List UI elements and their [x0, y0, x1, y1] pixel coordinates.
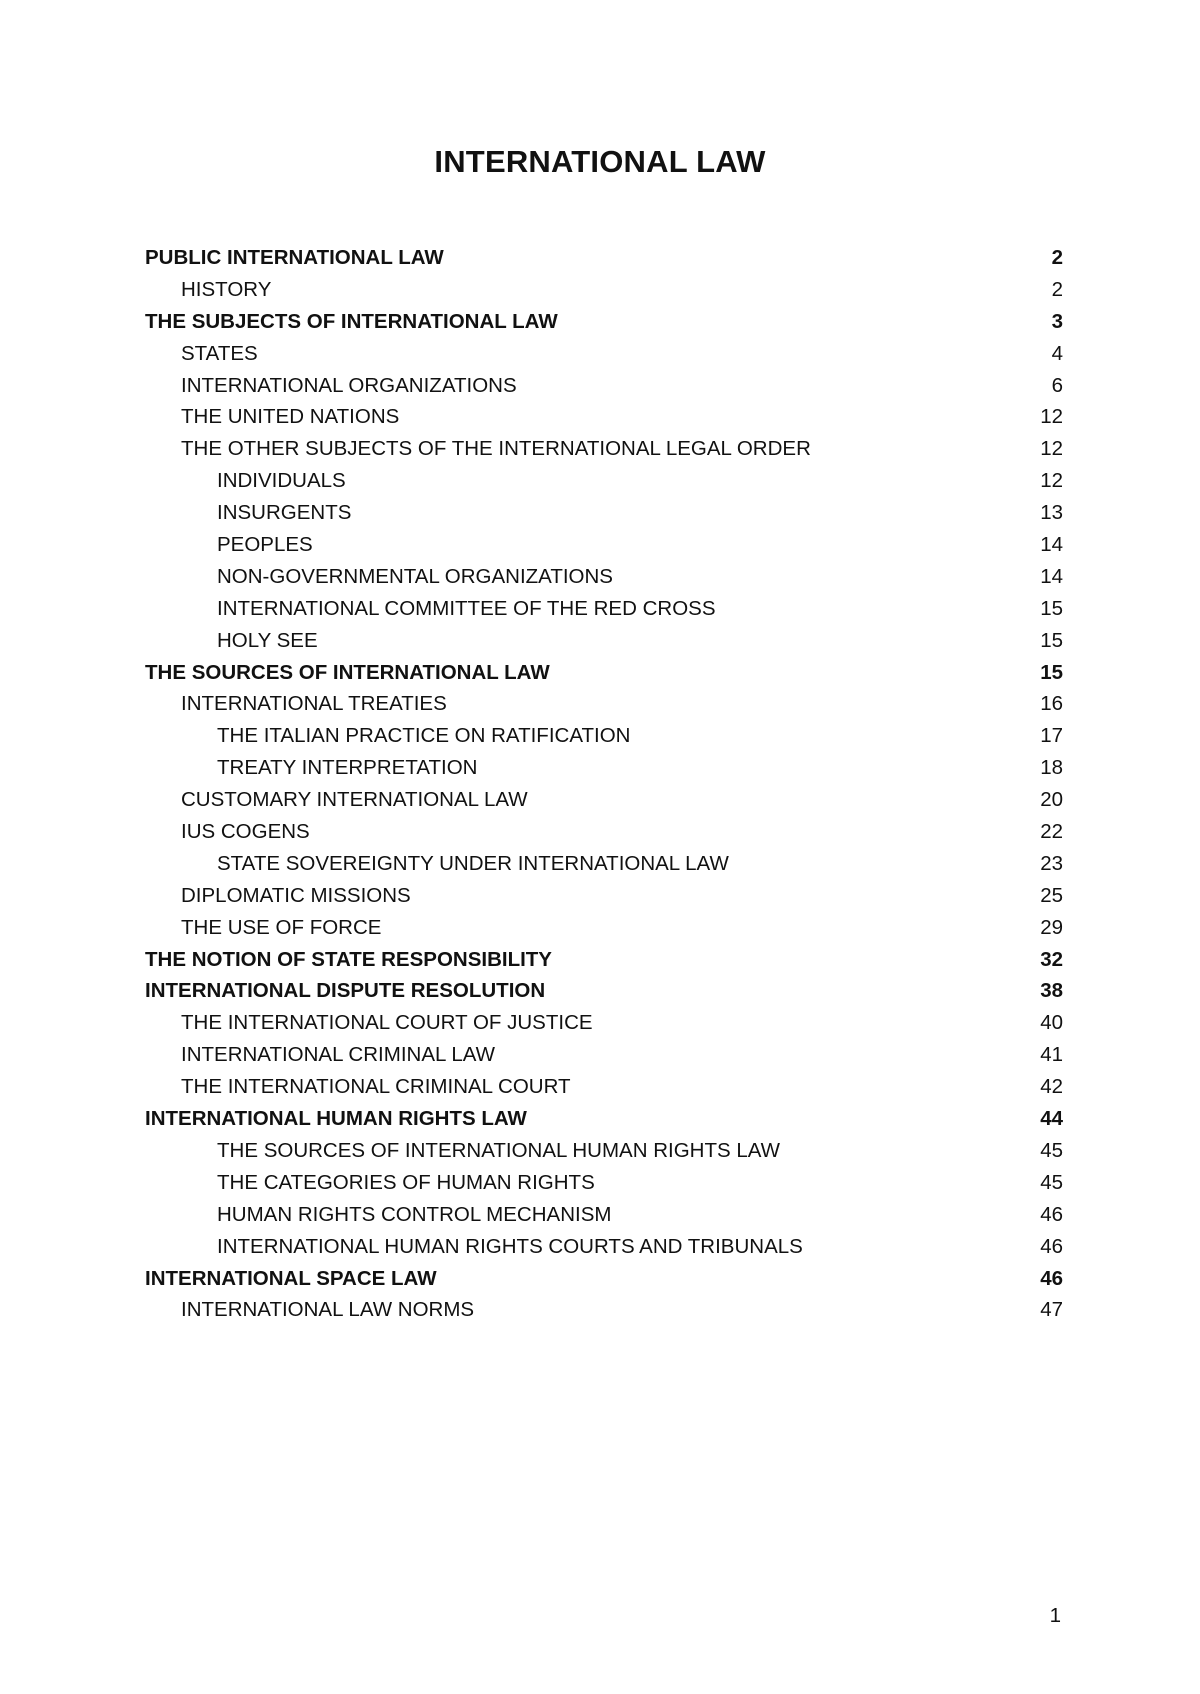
toc-entry[interactable]: [145, 1103, 1063, 1135]
toc-entry[interactable]: [145, 306, 1063, 338]
toc-entry-label: INSURGENTS: [217, 501, 352, 525]
toc-entry-page-number: 45: [1040, 1138, 1063, 1162]
toc-entry[interactable]: [145, 975, 1063, 1007]
toc-entry-page-number: 14: [1040, 533, 1063, 557]
toc-entry[interactable]: [145, 1135, 1063, 1167]
toc-entry-label: THE INTERNATIONAL COURT OF JUSTICE: [181, 1011, 593, 1035]
toc-entry[interactable]: [145, 912, 1063, 944]
toc-entry-label: THE CATEGORIES OF HUMAN RIGHTS: [217, 1170, 595, 1194]
toc-entry-label: INTERNATIONAL COMMITTEE OF THE RED CROSS: [217, 596, 716, 620]
toc-entry[interactable]: [145, 1199, 1063, 1231]
toc-entry-label: INTERNATIONAL SPACE LAW: [145, 1266, 437, 1290]
toc-entry-label: STATES: [181, 341, 258, 365]
toc-entry-label: INTERNATIONAL TREATIES: [181, 692, 447, 716]
toc-entry-label: HOLY SEE: [217, 628, 318, 652]
toc-entry[interactable]: [145, 401, 1063, 433]
toc-entry-page-number: 15: [1040, 596, 1063, 620]
toc-entry-label: CUSTOMARY INTERNATIONAL LAW: [181, 788, 528, 812]
toc-entry-label: INDIVIDUALS: [217, 469, 346, 493]
toc-entry[interactable]: [145, 657, 1063, 689]
toc-entry-page-number: 46: [1040, 1202, 1063, 1226]
toc-entry[interactable]: [145, 242, 1063, 274]
toc-entry[interactable]: [145, 1231, 1063, 1263]
toc-entry[interactable]: [145, 370, 1063, 402]
toc-entry-page-number: 40: [1040, 1011, 1063, 1035]
toc-entry[interactable]: [145, 1263, 1063, 1295]
toc-entry[interactable]: [145, 1039, 1063, 1071]
toc-entry[interactable]: [145, 529, 1063, 561]
toc-entry[interactable]: [145, 1071, 1063, 1103]
toc-entry-label: INTERNATIONAL HUMAN RIGHTS COURTS AND TRIBUNALS: [217, 1234, 803, 1258]
toc-entry-label: HUMAN RIGHTS CONTROL MECHANISM: [217, 1202, 612, 1226]
toc-entry-page-number: 12: [1040, 405, 1063, 429]
document-title: INTERNATIONAL LAW: [434, 144, 766, 179]
toc-entry-page-number: 32: [1040, 947, 1063, 971]
toc-entry-label: THE NOTION OF STATE RESPONSIBILITY: [145, 947, 552, 971]
toc-entry-page-number: 44: [1040, 1107, 1063, 1131]
toc-entry-label: TREATY INTERPRETATION: [217, 756, 478, 780]
toc-entry[interactable]: [145, 816, 1063, 848]
toc-entry-label: THE ITALIAN PRACTICE ON RATIFICATION: [217, 724, 631, 748]
toc-entry-page-number: 6: [1051, 373, 1063, 397]
toc-entry-page-number: 2: [1051, 277, 1063, 301]
toc-entry-page-number: 15: [1040, 660, 1063, 684]
toc-entry[interactable]: [145, 625, 1063, 657]
toc-entry-page-number: 4: [1051, 341, 1063, 365]
toc-entry-page-number: 12: [1040, 469, 1063, 493]
toc-entry-page-number: 46: [1040, 1234, 1063, 1258]
toc-entry-page-number: 14: [1040, 564, 1063, 588]
toc-entry[interactable]: [145, 752, 1063, 784]
toc-entry-label: THE SOURCES OF INTERNATIONAL LAW: [145, 660, 550, 684]
toc-entry-page-number: 25: [1040, 883, 1063, 907]
toc-entry-page-number: 42: [1040, 1075, 1063, 1099]
toc-entry-page-number: 13: [1040, 501, 1063, 525]
toc-entry-label: INTERNATIONAL HUMAN RIGHTS LAW: [145, 1107, 527, 1131]
toc-entry-page-number: 45: [1040, 1170, 1063, 1194]
toc-entry-label: THE OTHER SUBJECTS OF THE INTERNATIONAL LEGAL ORDER: [181, 437, 811, 461]
toc-entry-page-number: 12: [1040, 437, 1063, 461]
toc-entry-label: THE INTERNATIONAL CRIMINAL COURT: [181, 1075, 571, 1099]
toc-entry[interactable]: [145, 784, 1063, 816]
toc-entry-page-number: 23: [1040, 851, 1063, 875]
toc-entry-label: INTERNATIONAL DISPUTE RESOLUTION: [145, 979, 546, 1003]
toc-entry-page-number: 17: [1040, 724, 1063, 748]
toc-entry[interactable]: [145, 1167, 1063, 1199]
toc-entry-label: INTERNATIONAL CRIMINAL LAW: [181, 1043, 495, 1067]
toc-entry-page-number: 18: [1040, 756, 1063, 780]
page-number: 1: [1049, 1604, 1061, 1627]
toc-entry[interactable]: [145, 848, 1063, 880]
toc-entry-page-number: 29: [1040, 915, 1063, 939]
toc-entry-label: THE UNITED NATIONS: [181, 405, 400, 429]
toc-entry-page-number: 15: [1040, 628, 1063, 652]
toc-entry[interactable]: [145, 688, 1063, 720]
toc-entry-label: STATE SOVEREIGNTY UNDER INTERNATIONAL LAW: [217, 851, 729, 875]
toc-entry[interactable]: [145, 465, 1063, 497]
toc-entry-label: PEOPLES: [217, 533, 313, 557]
toc-entry-page-number: 22: [1040, 820, 1063, 844]
toc-entry-label: NON-GOVERNMENTAL ORGANIZATIONS: [217, 564, 613, 588]
toc-entry[interactable]: [145, 880, 1063, 912]
toc-entry[interactable]: [145, 1294, 1063, 1326]
toc-entry[interactable]: [145, 338, 1063, 370]
toc-entry[interactable]: [145, 720, 1063, 752]
table-of-contents: [145, 242, 1063, 1326]
toc-entry[interactable]: [145, 1007, 1063, 1039]
toc-entry-page-number: 46: [1040, 1266, 1063, 1290]
toc-entry-page-number: 3: [1051, 309, 1063, 333]
toc-entry-page-number: 20: [1040, 788, 1063, 812]
toc-entry[interactable]: [145, 433, 1063, 465]
toc-entry[interactable]: [145, 497, 1063, 529]
toc-entry-label: THE USE OF FORCE: [181, 915, 382, 939]
toc-entry-label: DIPLOMATIC MISSIONS: [181, 883, 411, 907]
toc-entry-page-number: 41: [1040, 1043, 1063, 1067]
toc-entry-label: PUBLIC INTERNATIONAL LAW: [145, 246, 444, 269]
toc-entry-page-number: 2: [1051, 246, 1063, 269]
toc-entry-label: INTERNATIONAL LAW NORMS: [181, 1298, 475, 1322]
toc-entry-page-number: 38: [1040, 979, 1063, 1003]
toc-entry-label: INTERNATIONAL ORGANIZATIONS: [181, 373, 517, 397]
toc-entry-page-number: 16: [1040, 692, 1063, 716]
toc-entry-label: THE SOURCES OF INTERNATIONAL HUMAN RIGHTS LAW: [217, 1138, 781, 1162]
toc-entry[interactable]: [145, 593, 1063, 625]
toc-entry[interactable]: [145, 561, 1063, 593]
toc-entry[interactable]: [145, 274, 1063, 306]
toc-entry-page-number: 47: [1040, 1298, 1063, 1322]
toc-entry-label: THE SUBJECTS OF INTERNATIONAL LAW: [145, 309, 558, 333]
toc-entry-label: IUS COGENS: [181, 820, 310, 844]
toc-entry[interactable]: [145, 944, 1063, 976]
toc-entry-label: HISTORY: [181, 277, 272, 301]
